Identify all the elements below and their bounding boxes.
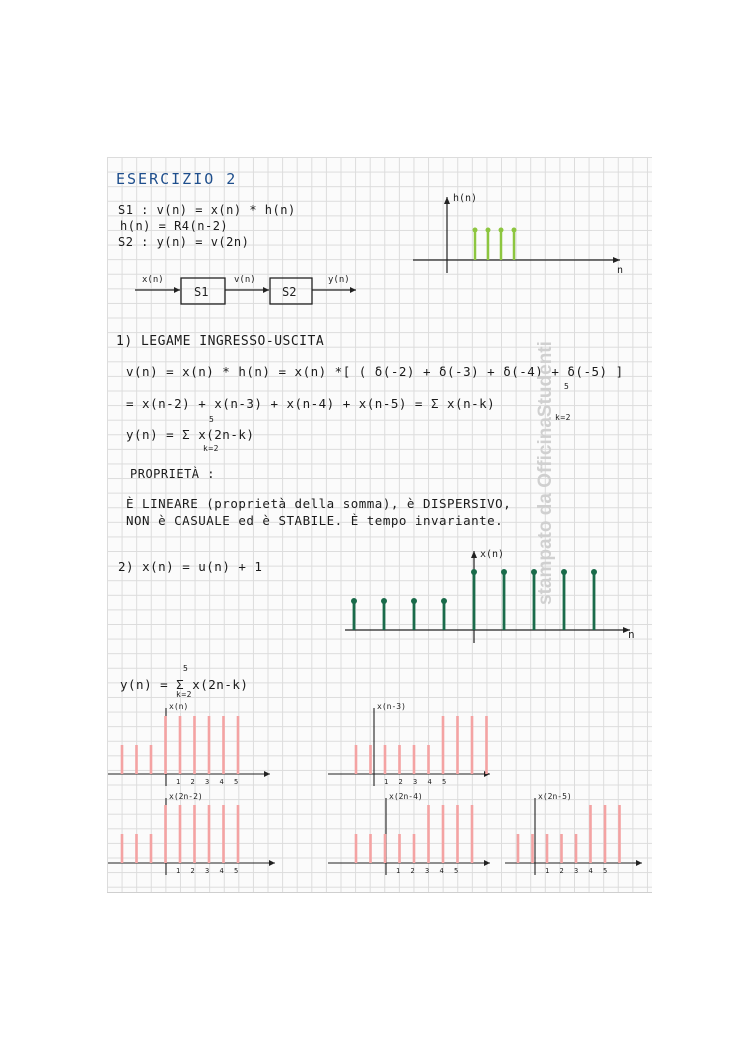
small-plot-tick: 4 [427, 778, 432, 786]
block-input-label: x(n) [142, 275, 164, 285]
plot-h-of-n [405, 185, 635, 280]
plot-x-small [108, 700, 273, 788]
system-s2-definition: S2 : y(n) = v(2n) [118, 235, 250, 249]
small-plot-tick: 5 [603, 867, 608, 875]
section1-line3-sum-bottom: k=2 [203, 444, 219, 453]
small-plot-tick: 3 [205, 778, 210, 786]
section1-line2-sum-top: 5 [564, 382, 570, 391]
section1-line2-sum-bottom: k=2 [555, 413, 571, 422]
small-plot-tick: 4 [439, 867, 444, 875]
plot-x-of-n [340, 545, 640, 645]
small-plot-label: x(n) [169, 702, 189, 711]
impulse-response-definition: h(n) = R4(n-2) [120, 219, 229, 233]
h-stem-dot [499, 228, 504, 233]
properties-title: PROPRIETÀ : [130, 467, 215, 481]
plot-x-2n-minus-2 [108, 790, 278, 880]
x-stem-dot [561, 569, 567, 575]
section1-line3: y(n) = Σ x(2n-k) [126, 427, 255, 442]
h-stem-dot [473, 228, 478, 233]
plot-x-ylabel: x(n) [480, 549, 505, 560]
small-plot-tick: 1 [545, 867, 550, 875]
properties-line2: NON è CASUALE ed è STABILE. È tempo invariante. [126, 513, 504, 528]
plot-x-2n-minus-5 [505, 790, 645, 880]
small-plot-tick: 5 [234, 778, 239, 786]
small-plot-tick: 5 [442, 778, 447, 786]
block-s1-label: S1 [194, 285, 209, 299]
small-plot-tick: 2 [410, 867, 415, 875]
small-plot-label: x(2n-5) [538, 792, 572, 801]
small-plot-arrow [264, 771, 270, 777]
x-stem-dot [351, 598, 357, 604]
plot-x-n-minus-3 [328, 700, 493, 788]
small-plot-tick: 3 [205, 867, 210, 875]
small-plot-tick: 2 [559, 867, 564, 875]
section1-heading: 1) LEGAME INGRESSO-USCITA [116, 334, 325, 349]
plot-h-xlabel: n [617, 265, 624, 276]
section1-line2: = x(n-2) + x(n-3) + x(n-4) + x(n-5) = Σ x(n-k) [126, 396, 496, 411]
section1-line3-sum-top: 5 [209, 415, 215, 424]
page-title: ESERCIZIO 2 [116, 170, 238, 188]
block-diagram [130, 268, 365, 313]
small-plot-tick: 1 [176, 778, 181, 786]
system-s1-definition: S1 : v(n) = x(n) * h(n) [118, 203, 296, 217]
small-plot-tick: 4 [219, 867, 224, 875]
small-plot-tick: 3 [574, 867, 579, 875]
small-plot-arrow [484, 860, 490, 866]
x-stem-dot [411, 598, 417, 604]
section2-heading: 2) x(n) = u(n) + 1 [118, 559, 263, 574]
section2-sum-line: y(n) = Σ x(2n-k) [120, 677, 249, 692]
x-stem-dot [591, 569, 597, 575]
small-plot-tick: 1 [396, 867, 401, 875]
block-mid-label: v(n) [234, 275, 256, 285]
section2-sum-top: 5 [183, 664, 189, 673]
block-output-label: y(n) [328, 275, 350, 285]
x-stem-dot [381, 598, 387, 604]
x-stem-dot [501, 569, 507, 575]
plot-h-stems [473, 228, 517, 261]
small-plot-tick: 2 [190, 867, 195, 875]
x-stem-dot [471, 569, 477, 575]
section2-sum-bottom: k=2 [176, 690, 192, 699]
small-plot-tick: 3 [413, 778, 418, 786]
small-plot-label: x(n-3) [377, 702, 406, 711]
small-plot-label: x(2n-2) [169, 792, 203, 801]
small-plot-tick: 2 [398, 778, 403, 786]
small-plot-tick: 3 [425, 867, 430, 875]
small-plot-tick: 4 [588, 867, 593, 875]
watermark: stampato da OfficinaStudenti [535, 341, 556, 605]
x-stem-dot [441, 598, 447, 604]
small-plot-arrow [269, 860, 275, 866]
small-plot-tick: 1 [176, 867, 181, 875]
small-plot-tick: 5 [234, 867, 239, 875]
h-stem-dot [486, 228, 491, 233]
plot-x-2n-minus-4 [328, 790, 493, 880]
plot-h-ylabel: h(n) [453, 193, 478, 204]
plot-x-stems [351, 569, 597, 630]
section1-line1: v(n) = x(n) * h(n) = x(n) *[ ( δ(-2) + δ(-3) + δ(-4) + δ(-5) ] [126, 364, 624, 379]
small-plot-tick: 2 [190, 778, 195, 786]
small-plot-tick: 5 [454, 867, 459, 875]
properties-line1: È LINEARE (proprietà della somma), è DISPERSIVO, [126, 496, 512, 511]
block-s2-label: S2 [282, 285, 297, 299]
small-plot-tick: 4 [219, 778, 224, 786]
small-plot-tick: 1 [384, 778, 389, 786]
plot-x-xlabel: n [628, 628, 635, 641]
small-plot-arrow [636, 860, 642, 866]
small-plot-label: x(2n-4) [389, 792, 423, 801]
h-stem-dot [512, 228, 517, 233]
